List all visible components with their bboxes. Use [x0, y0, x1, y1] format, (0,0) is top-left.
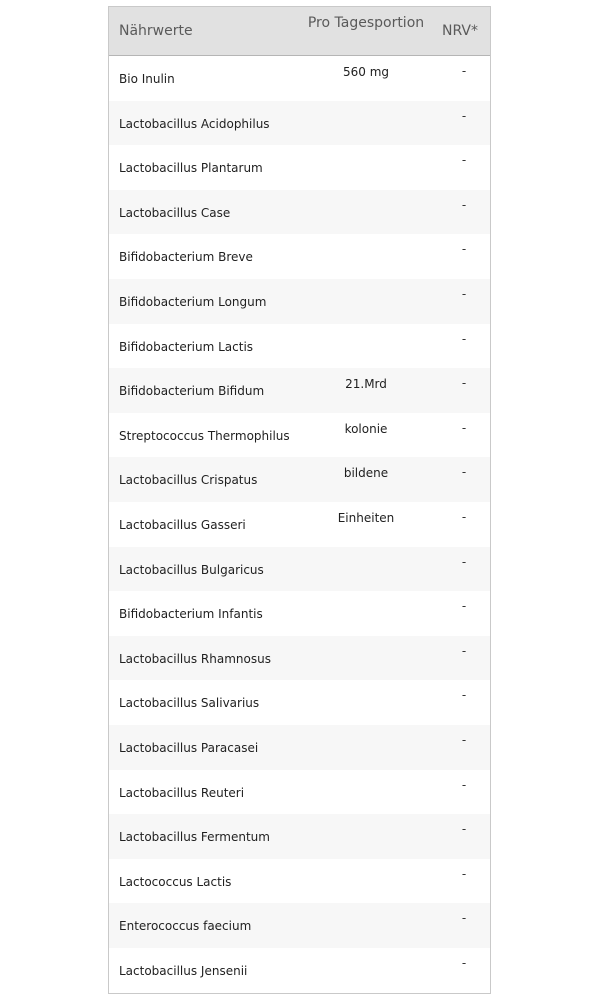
nutrient-name: Lactococcus Lactis [119, 874, 232, 889]
table-row [109, 814, 490, 859]
nutrient-name: Lactobacillus Plantarum [119, 161, 263, 176]
nrv-value: - [461, 777, 467, 792]
nrv-value: - [461, 554, 467, 569]
nutrient-name: Streptococcus Thermophilus [119, 428, 290, 443]
table-row [109, 279, 490, 324]
table-row [109, 547, 490, 592]
serving-value: kolonie [344, 421, 388, 436]
nutrient-name: Lactobacillus Jensenii [119, 963, 248, 978]
table-row [109, 145, 490, 190]
table-row [109, 234, 490, 279]
nutrition-table [108, 6, 491, 994]
table-row [109, 502, 490, 547]
nrv-value: - [461, 420, 467, 435]
nrv-value: - [461, 911, 467, 926]
nutrient-name: Lactobacillus Acidophilus [119, 116, 270, 131]
nutrient-name: Lactobacillus Gasseri [119, 517, 246, 532]
table-row [109, 368, 490, 413]
table-body [109, 56, 490, 992]
nutrient-name: Lactobacillus Crispatus [119, 473, 258, 488]
table-row [109, 591, 490, 636]
table-row [109, 56, 490, 101]
nrv-value: - [461, 822, 467, 837]
nutrient-name: Lactobacillus Rhamnosus [119, 651, 271, 666]
nutrient-name: Bifidobacterium Longum [119, 294, 267, 309]
nutrient-name: Bifidobacterium Infantis [119, 607, 263, 622]
table-row [109, 948, 490, 993]
nrv-value: - [461, 732, 467, 747]
nrv-value: - [461, 955, 467, 970]
nutrient-name: Bifidobacterium Breve [119, 250, 253, 265]
table-row [109, 903, 490, 948]
nrv-value: - [461, 376, 467, 391]
nrv-value: - [461, 643, 467, 658]
table-row [109, 859, 490, 904]
nutrient-name: Lactobacillus Bulgaricus [119, 562, 264, 577]
table-row [109, 725, 490, 770]
nrv-value: - [461, 64, 467, 78]
nutrient-name: Lactobacillus Case [119, 205, 231, 220]
nutrient-name: Lactobacillus Fermentum [119, 830, 270, 845]
table-row [109, 680, 490, 725]
nrv-value: - [461, 242, 467, 257]
nrv-value: - [461, 509, 467, 524]
nrv-value: - [461, 599, 467, 614]
serving-value: Einheiten [337, 510, 395, 525]
serving-value: 560 mg [342, 65, 390, 79]
nutrient-name: Lactobacillus Reuteri [119, 785, 245, 800]
serving-value: bildene [343, 466, 389, 481]
nrv-value: - [461, 286, 467, 301]
header-per-serving: Pro Tagesportion [307, 15, 425, 31]
table-row [109, 457, 490, 502]
table-header [109, 7, 490, 56]
nrv-value: - [461, 866, 467, 881]
table-row [109, 636, 490, 681]
nrv-value: - [461, 688, 467, 703]
table-row [109, 190, 490, 235]
nrv-value: - [461, 465, 467, 480]
header-nrv: NRV* [442, 23, 479, 39]
nrv-value: - [461, 197, 467, 212]
header-nutrient: Nährwerte [119, 23, 193, 39]
nrv-value: - [461, 331, 467, 346]
nutrient-name: Bifidobacterium Bifidum [119, 384, 265, 399]
nrv-value: - [461, 108, 467, 123]
table-row [109, 101, 490, 146]
nutrient-name: Enterococcus faecium [119, 919, 252, 934]
nutrient-name: Bio Inulin [119, 72, 175, 86]
nutrient-name: Lactobacillus Paracasei [119, 740, 259, 755]
table-row [109, 324, 490, 369]
table-row [109, 413, 490, 458]
serving-value: 21.Mrd [345, 377, 387, 392]
nrv-value: - [461, 153, 467, 168]
table-row [109, 770, 490, 815]
nutrient-name: Bifidobacterium Lactis [119, 339, 254, 354]
nutrient-name: Lactobacillus Salivarius [119, 696, 260, 711]
